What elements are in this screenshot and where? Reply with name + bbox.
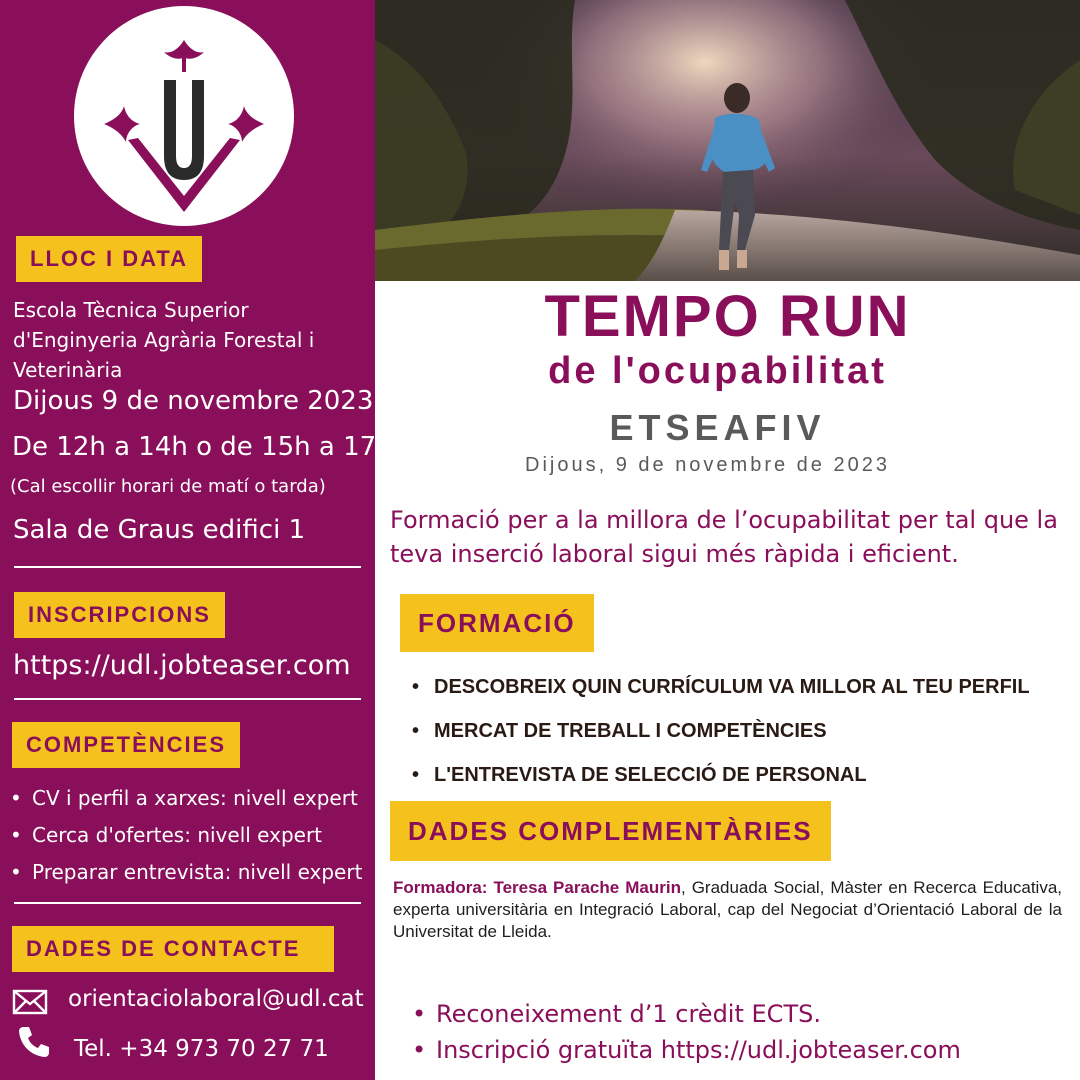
- event-room: Sala de Graus edifici 1: [13, 515, 306, 545]
- sidebar-divider: [14, 566, 361, 568]
- udl-logo-icon: [74, 6, 294, 226]
- list-item: • Reconeixement d’1 crèdit ECTS.: [412, 996, 961, 1032]
- event-subtitle: de l'ocupabilitat: [548, 350, 887, 392]
- runner-photo-image: [375, 0, 1080, 281]
- contact-email[interactable]: orientaciolaboral@udl.cat: [68, 986, 364, 1012]
- skills-list: [10, 783, 362, 894]
- training-tag: FORMACIÓ: [400, 594, 594, 652]
- list-item: • Preparar entrevista: nivell expert: [10, 857, 362, 894]
- school-name-line1: Escola Tècnica Superior: [13, 298, 249, 322]
- event-date-line: Dijous, 9 de novembre de 2023: [525, 454, 890, 476]
- university-logo: [74, 6, 294, 226]
- list-item: • Cerca d'ofertes: nivell expert: [10, 820, 362, 857]
- extra-list: [412, 996, 961, 1068]
- sidebar-divider: [14, 902, 361, 904]
- trainer-name: Formadora: Teresa Parache Maurin: [393, 878, 681, 897]
- hero-photo: [375, 0, 1080, 281]
- hours-note: (Cal escollir horari de matí o tarda): [10, 476, 326, 497]
- list-item: • L'ENTREVISTA DE SELECCIÓ DE PERSONAL: [412, 762, 1030, 806]
- school-name-line3: Veterinària: [13, 358, 123, 382]
- contact-phone[interactable]: Tel. +34 973 70 27 71: [74, 1036, 329, 1062]
- list-item: • CV i perfil a xarxes: nivell expert: [10, 783, 362, 820]
- intro-paragraph: Formació per a la millora de l’ocupabilitat per tal que la teva inserció laboral sigui més ràpida i eficient.: [390, 506, 1058, 568]
- event-date: Dijous 9 de novembre 2023: [13, 386, 374, 416]
- event-hours: De 12h a 14h o de 15h a 17 h: [12, 432, 401, 462]
- contact-tag: DADES DE CONTACTE: [12, 926, 334, 972]
- registration-tag: INSCRIPCIONS: [14, 592, 225, 638]
- trainer-bio: [393, 877, 1062, 943]
- list-item[interactable]: • Inscripció gratuïta https://udl.jobteaser.com: [412, 1032, 961, 1068]
- sidebar-divider: [14, 698, 361, 700]
- school-acronym: ETSEAFIV: [609, 407, 826, 448]
- sidebar: [0, 0, 401, 1080]
- phone-icon: [16, 1024, 52, 1060]
- registration-link[interactable]: https://udl.jobteaser.com: [13, 650, 351, 681]
- list-item: • MERCAT DE TREBALL I COMPETÈNCIES: [412, 718, 1030, 762]
- event-title: TEMPO RUN: [544, 284, 911, 349]
- skills-tag: COMPETÈNCIES: [12, 722, 240, 768]
- list-item: • DESCOBREIX QUIN CURRÍCULUM VA MILLOR AL TEU PERFIL: [412, 674, 1030, 718]
- extra-info-tag: DADES COMPLEMENTÀRIES: [390, 801, 831, 861]
- training-list: [412, 674, 1030, 806]
- place-date-tag: LLOC I DATA: [16, 236, 202, 282]
- trainer-description: , Graduada Social, Màster en Recerca Educativa, experta universitària en Integració Laboral, cap del Negociat d’Orientació Laboral de la Universitat de Lleida.: [393, 878, 1063, 941]
- envelope-icon: [12, 988, 48, 1016]
- school-name-line2: d'Enginyeria Agrària Forestal i: [13, 328, 315, 352]
